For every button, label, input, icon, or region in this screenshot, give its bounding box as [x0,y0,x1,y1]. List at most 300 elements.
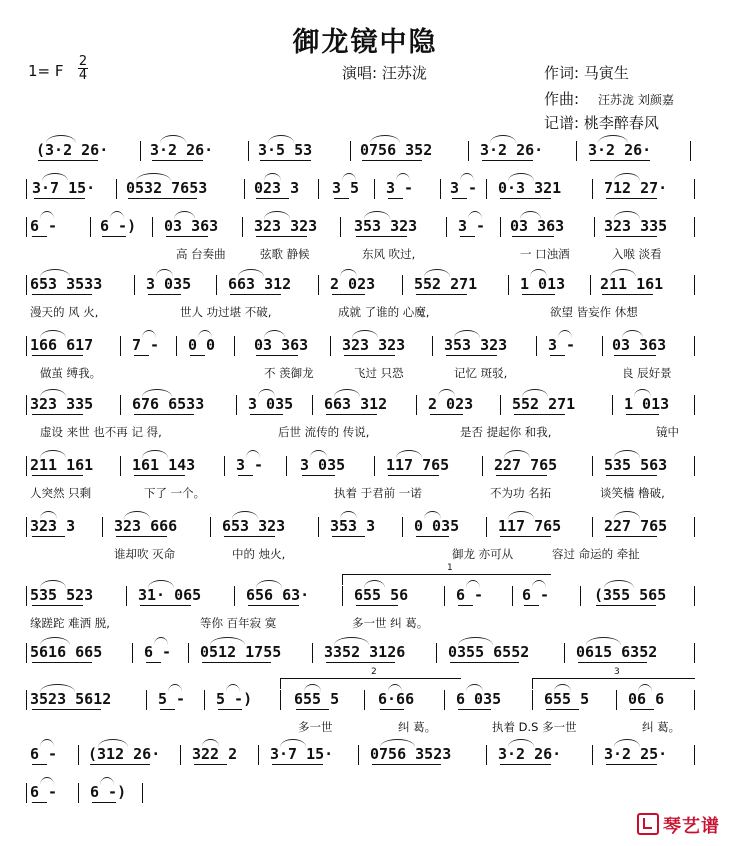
note-group: 3 5 [332,179,360,197]
beam-line [496,475,547,476]
slur [156,269,173,277]
barline [402,275,403,295]
note-group: 06 6 [628,690,665,708]
note-group: 03 363 [164,217,219,235]
note-group: 6 - [30,745,58,763]
lyric-text: 世人 功过堪 不破, [180,305,272,319]
beam-line [524,605,539,606]
note-group: 323 335 [30,395,94,413]
note-group: 655 5 [294,690,340,708]
slur [142,450,168,458]
composer-names: 汪苏泷 刘颜嘉 [598,93,674,107]
slur [334,637,369,645]
score-row [28,456,704,516]
barline [26,336,27,356]
lyric-text: 镜中 [656,425,679,439]
barline [500,217,501,237]
slur [268,135,294,143]
note-group: 3352 3126 [324,643,406,661]
barline [342,586,343,606]
note-group: 6 - [456,586,484,604]
note-group: 322 2 [192,745,238,763]
lyric-text: 执着 于君前 一诺 [334,486,422,500]
beam-line [332,536,365,537]
barline [580,586,581,606]
note-group: 0756 3523 [370,745,452,763]
barline [280,690,281,710]
beam-line [362,160,422,161]
beam-line [614,355,656,356]
slur [424,269,450,277]
note-group: 3523 5612 [30,690,112,708]
barline [690,141,691,161]
lyric-text: 漫天的 风 火, [30,305,99,319]
beam-line [482,160,533,161]
barline [78,783,79,803]
slur [40,684,75,692]
barline [188,643,189,663]
lyric-text: 不 羡御龙 [264,366,314,380]
barline [512,586,513,606]
note-group: 3·2 26· [150,141,214,159]
beam-line [380,709,404,710]
slur [466,684,483,692]
singer-credit: 演唱: 汪苏泷 [342,64,427,82]
note-group: 656 63· [246,586,310,604]
barline [468,141,469,161]
note-group: 5 - [158,690,186,708]
slur [148,580,174,588]
transcriber-credit: 记谱: 桃李醉春风 [544,114,659,132]
score-row [28,517,704,577]
time-signature-bottom: 4 [78,68,88,83]
beam-line [332,294,365,295]
note-group: 323 666 [114,517,178,535]
lyric-text: 一 口浊酒 [520,247,570,261]
lyric-text: 不为功 名拓 [490,486,552,500]
lyric-text: 弦歌 静候 [260,247,310,261]
beam-line [32,294,92,295]
beam-line [134,355,149,356]
beam-line [190,355,205,356]
barline [120,336,121,356]
slur [508,739,534,747]
note-group: 211 161 [600,275,664,293]
note-group: 552 271 [414,275,478,293]
beam-line [550,355,565,356]
note-group: 653 323 [222,517,286,535]
slur [490,135,516,143]
slur [598,135,628,143]
barline [592,517,593,537]
note-group: 6 -) [90,783,127,801]
slur [586,637,621,645]
slur [46,135,76,143]
slur [438,389,455,397]
lyric-text: 多一世 [298,720,333,734]
beam-line [546,709,579,710]
note-group: 03 363 [612,336,667,354]
score-row [28,667,704,750]
note-group: 227 765 [494,456,558,474]
slur [232,511,258,519]
score-row [28,217,704,277]
slur [40,389,66,397]
slur [530,269,547,277]
note-group: 3·5 53 [258,141,313,159]
slur [604,580,634,588]
beam-line [334,198,349,199]
score-row [28,395,704,455]
lyric-text: 高 台奏曲 [176,247,226,261]
note-group: 117 765 [498,517,562,535]
note-group: 353 3 [330,517,376,535]
note-group: 6 - [30,217,58,235]
slur [280,739,306,747]
barline [590,275,591,295]
note-group: 1 013 [520,275,566,293]
barline [318,517,319,537]
logo-icon [637,813,659,835]
beam-line [90,764,150,765]
beam-line [128,198,197,199]
lyric-text: 是否 提起你 和我, [460,425,552,439]
beam-line [140,605,191,606]
slur [458,637,493,645]
lyric-text: 御龙 亦可从 [452,547,514,561]
barline [26,586,27,606]
note-group: 3·2 26· [480,141,544,159]
beam-line [452,198,467,199]
beam-line [272,764,323,765]
slur [340,269,357,277]
note-group: (355 565 [594,586,667,604]
barline [508,275,509,295]
beam-line [458,605,473,606]
note-group: (3·2 26· [36,141,109,159]
beam-line [356,605,398,606]
beam-line [512,236,554,237]
note-group: 323 323 [342,336,406,354]
beam-line [514,414,565,415]
beam-line [194,764,227,765]
barline [90,217,91,237]
note-group: 552 271 [512,395,576,413]
score-row [28,336,704,396]
note-group: 03 363 [510,217,565,235]
beam-line [134,475,185,476]
note-group: 653 3533 [30,275,103,293]
beam-line [450,662,519,663]
beam-line [230,294,281,295]
barline [440,179,441,199]
barline [694,395,695,415]
beam-line [148,294,181,295]
note-group: 3 035 [146,275,192,293]
note-group: 3·2 26· [498,745,562,763]
slur [364,211,390,219]
note-group: 31· 065 [138,586,202,604]
barline [694,456,695,476]
note-group: 5616 665 [30,643,103,661]
beam-line [152,160,203,161]
note-group: 5 -) [216,690,253,708]
score-row [28,275,704,335]
barline [486,745,487,765]
note-group: 6 035 [456,690,502,708]
note-group: 323 323 [254,217,318,235]
slur [40,330,66,338]
barline [694,336,695,356]
lyric-text: 东风 吹过, [362,247,416,261]
beam-line [32,709,101,710]
barline [312,395,313,415]
barline [248,141,249,161]
note-group: 1 013 [624,395,670,413]
lyric-text: 多一世 纠 葛。 [352,616,429,630]
beam-line [602,294,653,295]
slur [610,269,636,277]
lyric-text: 飞过 只恐 [354,366,404,380]
barline [140,141,141,161]
slur [504,450,530,458]
volta-number: 1 [447,563,453,573]
slur [42,173,68,181]
slur [508,511,534,519]
barline [602,336,603,356]
beam-line [388,198,403,199]
beam-line [160,709,175,710]
beam-line [356,236,407,237]
note-group: 0 035 [414,517,460,535]
barline [374,456,375,476]
note-group: 0615 6352 [576,643,658,661]
beam-line [606,236,657,237]
note-group: 211 161 [30,456,94,474]
lyric-text: 良 辰好景 [622,366,672,380]
slur [160,135,186,143]
lyric-text: 成就 了谁的 心魔, [338,305,430,319]
note-group: 3 - [236,456,264,474]
barline [616,690,617,710]
barline [234,586,235,606]
note-group: 0756 352 [360,141,433,159]
slur [210,637,245,645]
barline [374,179,375,199]
beam-line [590,160,650,161]
barline [120,395,121,415]
beam-line [92,802,116,803]
note-group: 0·3 321 [498,179,562,197]
note-group: 3 035 [248,395,294,413]
barline [216,275,217,295]
volta-bracket [280,667,461,689]
slur [614,211,640,219]
barline [224,456,225,476]
score-row [28,783,704,843]
note-group: 676 6533 [132,395,205,413]
beam-line [372,764,441,765]
barline [432,336,433,356]
barline [444,586,445,606]
note-group: 3 - [450,179,478,197]
beam-line [166,236,208,237]
barline [694,643,695,663]
beam-line [416,536,449,537]
lyric-text: 中的 烛火, [232,547,286,561]
beam-line [606,764,657,765]
barline [204,690,205,710]
slur [634,389,651,397]
barline [242,217,243,237]
beam-line [606,198,657,199]
barline [78,745,79,765]
note-group: 3·2 26· [588,141,652,159]
note-group: 166 617 [30,336,94,354]
beam-line [224,536,275,537]
barline [482,456,483,476]
barline [694,179,695,199]
barline [532,690,533,710]
note-group: 3 - [386,179,414,197]
note-group: 0532 7653 [126,179,208,197]
beam-line [388,475,439,476]
barline [26,643,27,663]
barline [236,395,237,415]
beam-line [116,536,167,537]
barline [564,643,565,663]
barline [358,745,359,765]
beam-line [260,160,311,161]
beam-line [500,536,551,537]
barline [312,643,313,663]
barline [694,586,695,606]
note-group: (312 26· [88,745,161,763]
barline [258,745,259,765]
slur [256,580,282,588]
beam-line [500,764,551,765]
beam-line [626,414,659,415]
slur [40,580,66,588]
barline [536,336,537,356]
slur [40,450,66,458]
note-group: 3 - [548,336,576,354]
lyric-text: 纠 葛。 [642,720,681,734]
lyric-text: 下了 一个。 [144,486,206,500]
barline [694,690,695,710]
barline [26,179,27,199]
note-group: 3·7 15· [270,745,334,763]
beam-line [596,605,656,606]
beam-line [134,414,194,415]
barline [436,643,437,663]
watermark [637,812,720,838]
barline [152,217,153,237]
volta-bracket [342,563,551,585]
slur [238,269,264,277]
beam-line [32,355,83,356]
beam-line [248,605,299,606]
beam-line [296,709,329,710]
note-group: 535 563 [604,456,668,474]
note-group: 3 035 [300,456,346,474]
slur [396,450,422,458]
barline [444,690,445,710]
note-group: 3·2 25· [604,745,668,763]
barline [210,517,211,537]
barline [286,456,287,476]
barline [402,517,403,537]
beam-line [326,414,377,415]
lyric-text: 等你 百年寂 寞 [200,616,277,630]
barline [126,586,127,606]
slur [380,739,415,747]
barline [592,456,593,476]
beam-line [344,355,395,356]
barline [102,517,103,537]
beam-line [256,236,307,237]
barline [486,179,487,199]
slur [522,389,548,397]
barline [500,395,501,415]
slur [124,511,150,519]
note-group: 712 27· [604,179,668,197]
beam-line [302,475,335,476]
lyric-text: 后世 流传的 传说, [278,425,370,439]
slur [614,511,640,519]
beam-line [32,414,83,415]
beam-line [606,536,657,537]
barline [142,783,143,803]
barline [26,690,27,710]
lyric-text: 执着 D.S 多一世 [492,720,577,734]
barline [350,141,351,161]
beam-line [102,236,126,237]
barline [318,275,319,295]
beam-line [238,475,253,476]
note-group: 535 523 [30,586,94,604]
barline [244,179,245,199]
watermark-text: 琴艺谱 [663,816,720,837]
volta-number: 2 [371,667,377,677]
slur [258,389,275,397]
lyric-text: 谁却吹 灭命 [114,547,176,561]
barline [416,395,417,415]
barline [446,217,447,237]
beam-line [630,709,654,710]
note-group: 6 - [144,643,172,661]
slur [264,211,290,219]
barline [486,517,487,537]
beam-line [446,355,497,356]
beam-line [430,414,463,415]
lyric-text: 做茧 缚我。 [40,366,102,380]
slur [334,389,360,397]
note-group: 663 312 [228,275,292,293]
lyric-text: 纠 葛。 [398,720,437,734]
slur [614,173,640,181]
note-group: 161 143 [132,456,196,474]
barline [694,275,695,295]
note-group: 03 363 [254,336,309,354]
time-signature [78,55,88,82]
barline [340,217,341,237]
barline [26,395,27,415]
note-group: 323 3 [30,517,76,535]
volta-number: 3 [614,667,620,677]
beam-line [32,536,65,537]
note-group: 023 3 [254,179,300,197]
